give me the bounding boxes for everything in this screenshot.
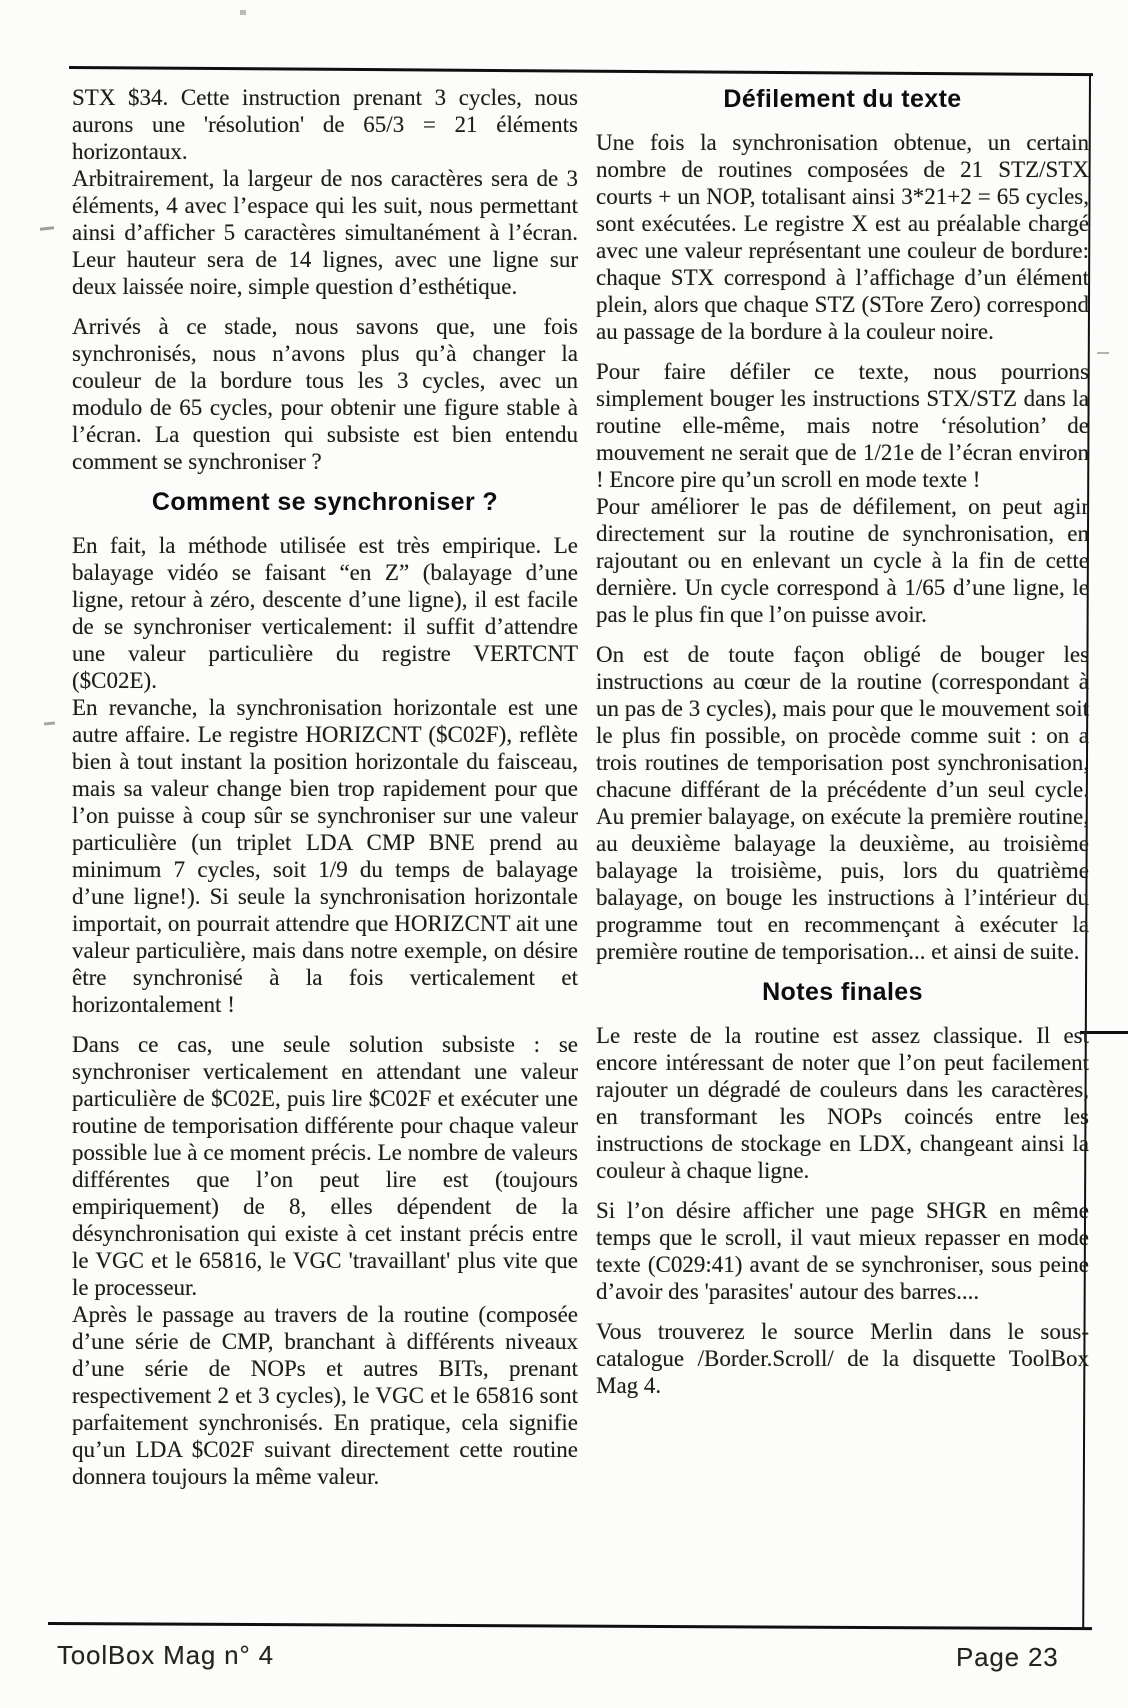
section-heading: Notes finales: [762, 978, 923, 1006]
footer-magazine-title: ToolBox Mag n° 4: [57, 1640, 274, 1670]
scan-artifact-right-1: [1097, 352, 1109, 354]
paragraph: Le reste de la routine est assez classique. Il est encore intéressant de noter que l’on peut facilement rajouter un dégradé de couleurs dans les caractères, en transformant les NOPs coincés entre les instructions de stockage en LDX, changeant ainsi la couleur à chaque ligne.: [596, 1023, 1089, 1183]
paragraph: En revanche, la synchronisation horizontale est une autre affaire. Le registre HORIZCNT ($C02F), reflète bien à tout instant la position horizontale du faisceau, mais sa valeur change bien trop rapidement pour que l’on puisse à coup sûr se synchroniser sur une valeur particulière (un triplet LDA CMP BNE prend au minimum 7 cycles, soit 1/9 du temps de balayage d’une ligne!). Si seule la synchronisation horizontale importait, on pourrait attendre que HORIZCNT ait une valeur particulière, mais dans notre exemple, on désire être synchronisé à la fois verticalement et horizontalement !: [72, 695, 578, 1017]
paragraph: Dans ce cas, une seule solution subsiste : se synchroniser verticalement en attendant une valeur particulière de $C02E, puis lire $C02F et exécuter une routine de temporisation différente pour chaque valeur possible lue à ce moment précis. Le nombre de valeurs différentes que l’on peut lire est (toujours empiriquement) de 8, elles dépendent de la désynchronisation qui existe à cet instant précis entre le VGC et le 65816, le VGC 'travaillant' plus vite que le processeur.: [72, 1032, 578, 1300]
paragraph: Si l’on désire afficher une page SHGR en même temps que le scroll, il vaut mieux repasser en mode texte (C029:41) avant de se synchroniser, sous peine d’avoir des 'parasites' autour des barres....: [596, 1198, 1089, 1304]
paragraph: En fait, la méthode utilisée est très empirique. Le balayage vidéo se faisant “en Z” (balayage d’une ligne, retour à zéro, descente d’une ligne), il est facile de se synchroniser verticalement: il suffit d’attendre une valeur particulière du registre VERTCNT ($C02E).: [72, 533, 578, 693]
scan-artifact-left-2: [44, 722, 55, 726]
paragraph: Arbitrairement, la largeur de nos caractères sera de 3 éléments, 4 avec l’espace qui les suit, nous permettant ainsi d’afficher 5 caractères simultanément à l’écran. Leur hauteur sera de 14 lignes, avec une ligne sur deux laissée noire, simple question d’esthétique.: [72, 166, 578, 299]
top-rule: [69, 66, 1093, 76]
footer-page-number: Page 23: [956, 1642, 1059, 1672]
paragraph: Arrivés à ce stade, nous savons que, une fois synchronisés, nous n’avons plus qu’à changer la couleur de la bordure tous les 3 cycles, avec un modulo de 65 cycles, pour obtenir une figure stable à l’écran. La question qui subsiste est bien entendu comment se synchroniser ?: [72, 314, 578, 474]
footer-rule: [48, 1622, 1092, 1630]
article-column-right: [596, 84, 1089, 1399]
paragraph: On est de toute façon obligé de bouger les instructions au cœur de la routine (correspondant à un pas de 3 cycles), mais pour que le mouvement soit le plus fin possible, on procède comme suit : on a trois routines de temporisation post synchronisation, chacune différant de la précédente d’un seul cycle. Au premier balayage, on exécute la première routine, au deuxième balayage la deuxième, au troisième balayage la troisième, puis, lors du quatrième balayage, on bouge les instructions à l’intérieur du programme tout en recommençant à exécuter la première routine de temporisation... et ainsi de suite.: [596, 642, 1089, 964]
paragraph: Pour améliorer le pas de défilement, on peut agir directement sur la routine de synchronisation, en rajoutant ou en enlevant un cycle à la fin de cette dernière. Un cycle correspond à 1/65 d’une ligne, le pas le plus fin que l’on puisse avoir.: [596, 494, 1089, 627]
paragraph: Vous trouverez le source Merlin dans le sous-catalogue /Border.Scroll/ de la disquette ToolBox Mag 4.: [596, 1319, 1089, 1398]
article-column-left: [72, 84, 578, 1490]
paragraph: STX $34. Cette instruction prenant 3 cycles, nous aurons une 'résolution' de 65/3 = 21 éléments horizontaux.: [72, 85, 578, 164]
scan-artifact-top: [240, 10, 246, 15]
scan-artifact-left-1: [40, 226, 54, 230]
paragraph: Pour faire défiler ce texte, nous pourrions simplement bouger les instructions STX/STZ dans la routine elle-même, mais notre ‘résolution’ de mouvement ne serait que de 1/21e de l’écran environ ! Encore pire qu’un scroll en mode texte !: [596, 359, 1089, 492]
section-heading: Défilement du texte: [723, 85, 962, 113]
paragraph: Une fois la synchronisation obtenue, un certain nombre de routines composées de 21 STZ/STX courts + un NOP, totalisant ainsi 3*21+2 = 65 cycles, sont exécutées. Le registre X est au préalable chargé avec une valeur représentant une couleur de bordure: chaque STX correspond à l’affichage d’un élément plein, alors que chaque STZ (STore Zero) correspond au passage de la bordure à la couleur noire.: [596, 130, 1089, 344]
paragraph: Après le passage au travers de la routine (composée d’une série de CMP, branchant à différents niveaux d’une série de NOPs et autres BITs, prenant respectivement 2 et 3 cycles), le VGC et le 65816 sont parfaitement synchronisés. En pratique, cela signifie qu’un LDA $C02F suivant directement cette routine donnera toujours la même valeur.: [72, 1302, 578, 1489]
section-heading: Comment se synchroniser ?: [151, 488, 499, 516]
